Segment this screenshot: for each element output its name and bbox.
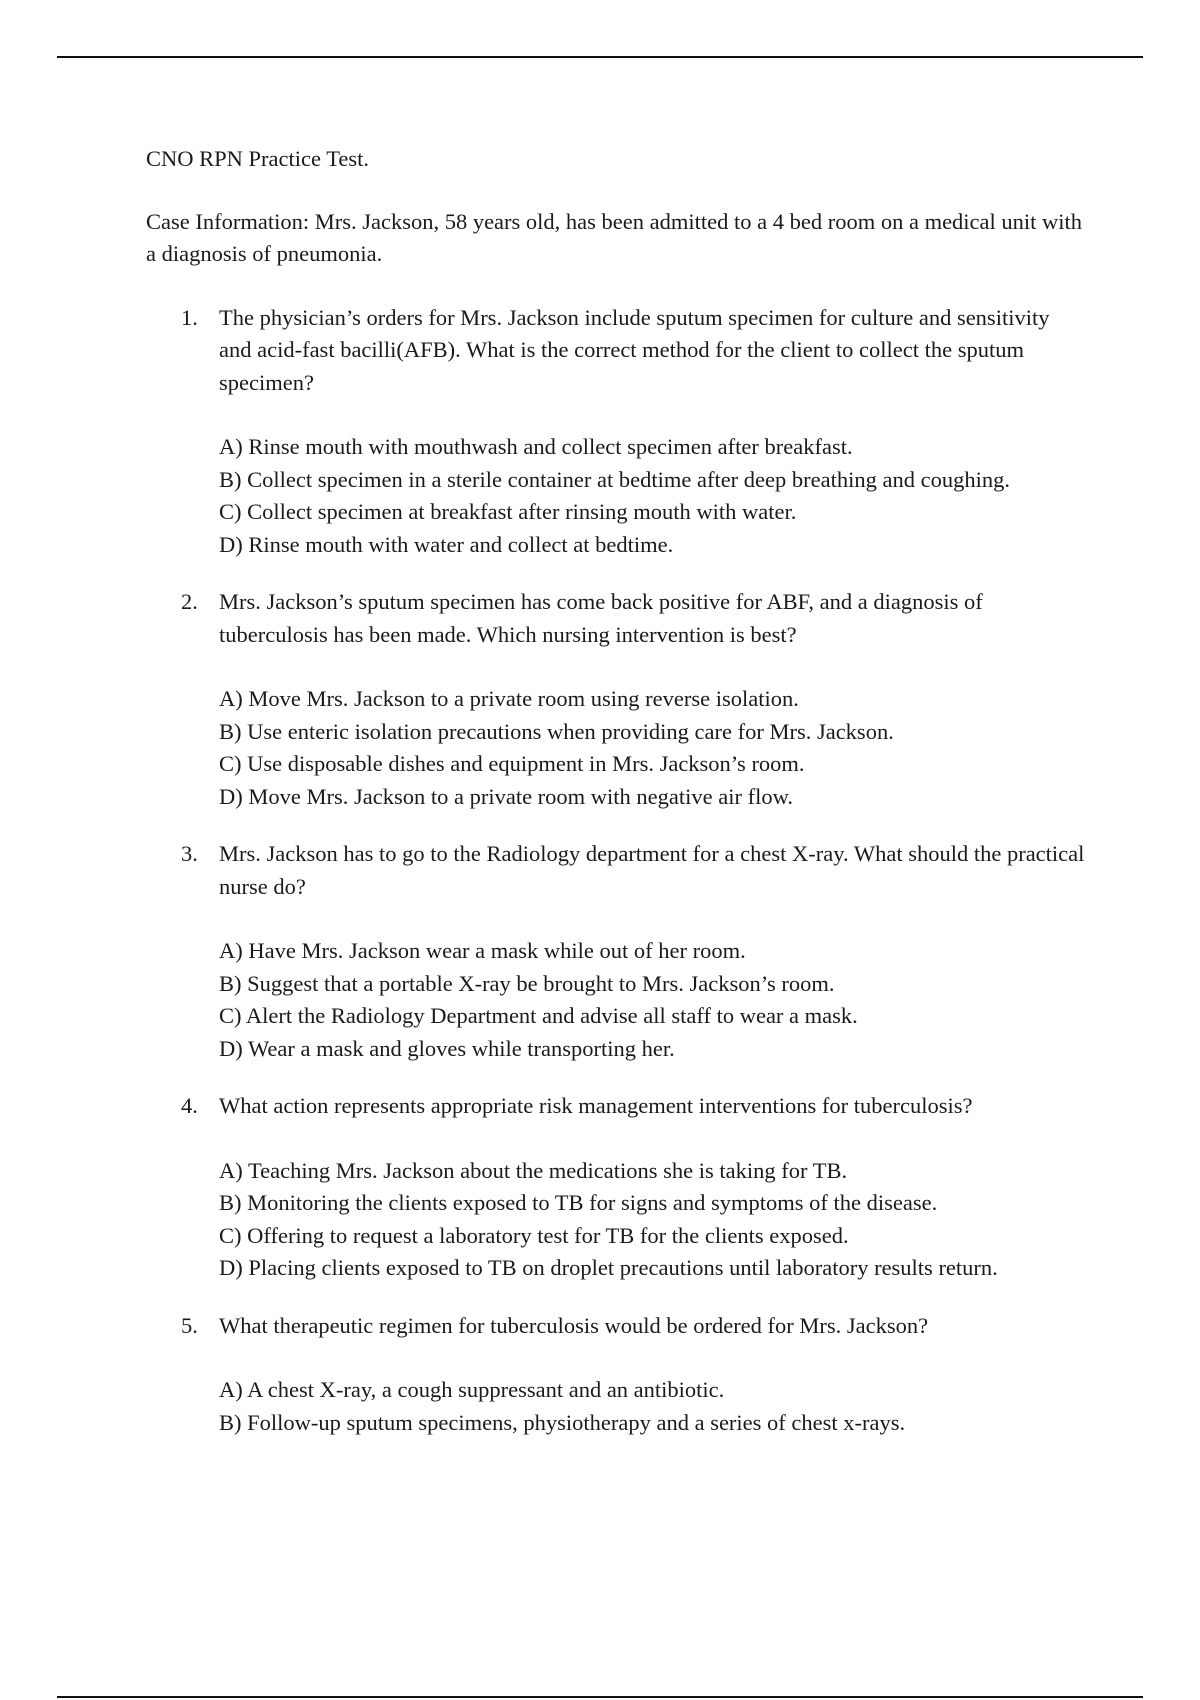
answer-option: A) Teaching Mrs. Jackson about the medications she is taking for TB. <box>219 1157 848 1183</box>
document-title: CNO RPN Practice Test. <box>146 146 369 171</box>
question-stem <box>146 838 1086 903</box>
answer-option: A) Have Mrs. Jackson wear a mask while out of her room. <box>219 938 746 963</box>
question-text: Mrs. Jackson’s sputum specimen has come back positive for ABF, and a diagnosis of tuberculosis has been made. Which nursing intervention is best? <box>219 589 983 647</box>
question-text: Mrs. Jackson has to go to the Radiology department for a chest X-ray. What should the practical nurse do? <box>219 841 1085 899</box>
question-text: What action represents appropriate risk management interventions for tuberculosis? <box>219 1093 973 1118</box>
question-stem <box>146 1090 1086 1123</box>
question-number: 1. <box>181 304 198 330</box>
answer-option: C) Use disposable dishes and equipment in Mrs. Jackson’s room. <box>219 751 805 776</box>
answer-option: D) Wear a mask and gloves while transporting her. <box>219 1035 675 1061</box>
answer-options <box>146 1155 1086 1285</box>
answer-option: A) Move Mrs. Jackson to a private room using reverse isolation. <box>219 686 799 711</box>
question-1 <box>146 302 1086 562</box>
question-text: What therapeutic regimen for tuberculosis would be ordered for Mrs. Jackson? <box>219 1312 929 1338</box>
answer-option: C) Collect specimen at breakfast after rinsing mouth with water. <box>219 499 797 524</box>
answer-option: B) Collect specimen in a sterile container at bedtime after deep breathing and coughing. <box>219 466 1010 492</box>
question-text: The physician’s orders for Mrs. Jackson include sputum specimen for culture and sensitivity and acid-fast bacilli(AFB). What is the correct method for the client to collect the sputum specimen? <box>219 304 1050 395</box>
answer-option: D) Rinse mouth with water and collect at bedtime. <box>219 531 674 557</box>
footer-rule <box>57 1696 1143 1698</box>
answer-option: C) Alert the Radiology Department and advise all staff to wear a mask. <box>219 1003 858 1028</box>
question-number: 4. <box>181 1093 198 1118</box>
question-number: 3. <box>181 841 198 866</box>
question-stem <box>146 302 1086 400</box>
question-stem <box>146 586 1086 651</box>
question-number: 5. <box>181 1312 198 1338</box>
answer-option: C) Offering to request a laboratory test for TB for the clients exposed. <box>219 1222 849 1248</box>
answer-option: B) Suggest that a portable X-ray be brought to Mrs. Jackson’s room. <box>219 970 835 996</box>
case-information: Case Information: Mrs. Jackson, 58 years old, has been admitted to a 4 bed room on a medical unit with a diagnosis of pneumonia. <box>146 208 1083 266</box>
document-body <box>146 143 1086 1464</box>
question-4 <box>146 1090 1086 1285</box>
answer-option: D) Placing clients exposed to TB on droplet precautions until laboratory results return. <box>219 1255 998 1280</box>
question-3 <box>146 838 1086 1065</box>
answer-options <box>146 683 1086 813</box>
question-5 <box>146 1310 1086 1440</box>
answer-options <box>146 1374 1086 1439</box>
question-2 <box>146 586 1086 813</box>
answer-options <box>146 431 1086 561</box>
answer-option: A) A chest X-ray, a cough suppressant and an antibiotic. <box>219 1377 725 1402</box>
answer-option: B) Monitoring the clients exposed to TB for signs and symptoms of the disease. <box>219 1190 938 1215</box>
answer-options <box>146 935 1086 1065</box>
question-number: 2. <box>181 589 198 614</box>
question-stem <box>146 1310 1086 1343</box>
answer-option: A) Rinse mouth with mouthwash and collect specimen after breakfast. <box>219 434 853 459</box>
answer-option: B) Use enteric isolation precautions when providing care for Mrs. Jackson. <box>219 718 894 744</box>
header-rule <box>57 56 1143 58</box>
answer-option: D) Move Mrs. Jackson to a private room with negative air flow. <box>219 783 794 809</box>
answer-option: B) Follow-up sputum specimens, physiotherapy and a series of chest x-rays. <box>219 1409 906 1435</box>
